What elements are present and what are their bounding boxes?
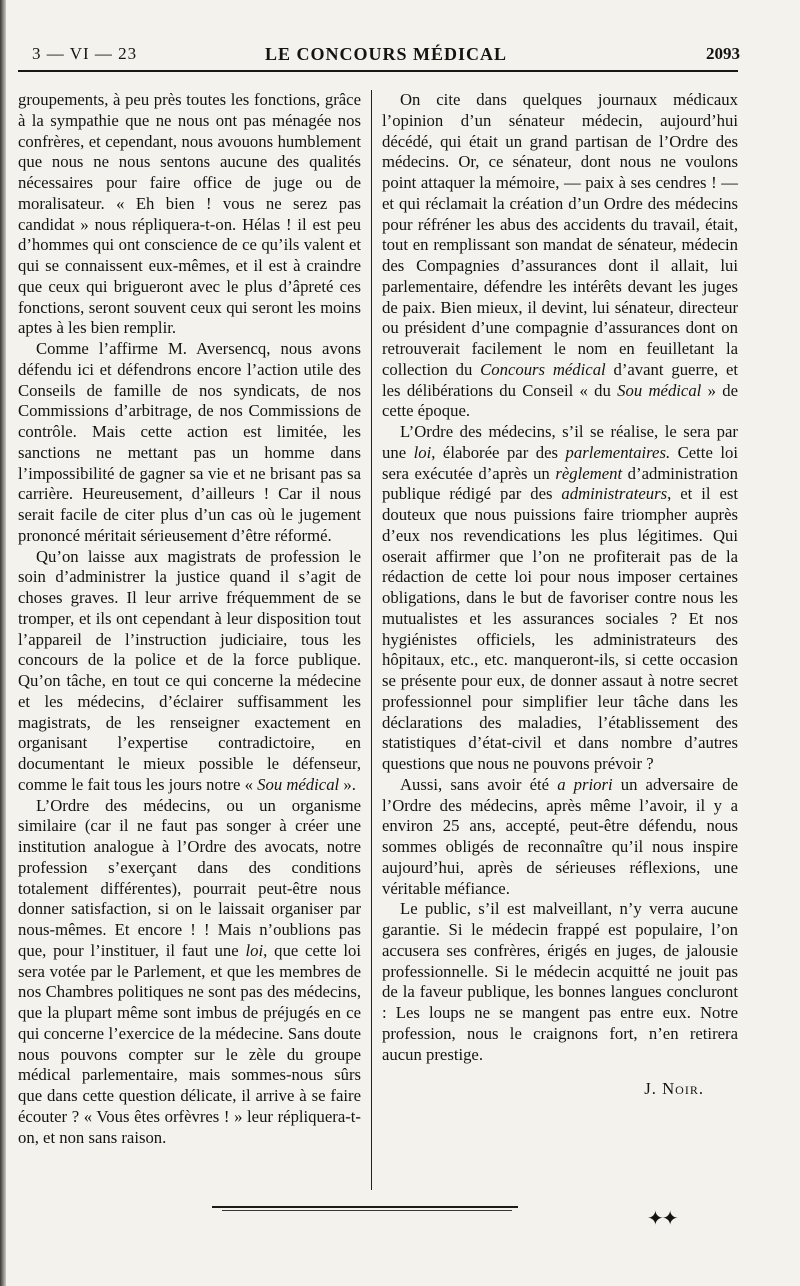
text-run: On cite dans quelques journaux médicaux l’opinion d’un sénateur médecin, aujourd’hui décédé, qui était un grand partisan de l’Ordre des médecins. Or, ce sénateur, dont nous ne voulons point attaquer la mémoire, — paix à ses cendres ! — et qui réclamait la création d’un Ordre des médecins pour réfréner les abus des accidents du travail, était, tout en remplissant son mandat de sénateur, médecin des Compagnies d’assurances dont il allait, lui parlementaire, défendre les intérêts devant les juges de paix. Bien mieux, il devint, lui sénateur, directeur ou président d’une compagnie d’assurances dont on retrouverait facilement le nom en feuilletant la collection du bbox=[382, 90, 738, 379]
text-run: un adversaire de l’Ordre des médecins, après même l’avoir, il y a environ 25 ans, accepté, peut-être défendu, nous sommes obligés de reconnaître qu’il nous inspire aujourd’hui, après de sérieuses réflexions, une véritable méfiance. bbox=[382, 774, 738, 898]
right-paragraph-3 bbox=[382, 775, 738, 900]
left-paragraph-4 bbox=[18, 796, 361, 1149]
italic-title: Sou médical bbox=[257, 774, 340, 794]
text-run: » de cette époque. bbox=[382, 380, 738, 421]
italic-word: règlement bbox=[555, 463, 623, 483]
italic-word: loi bbox=[245, 940, 264, 960]
column-divider bbox=[371, 90, 372, 1190]
italic-phrase: a priori bbox=[557, 774, 613, 794]
left-paragraph-1: groupements, à peu près toutes les fonctions, grâce à la sympathie que ne nous ont pas ménagée nos confrères, et cependant, nous avouons humblement que nous ne nous sentons aucune des qualités nécessaires pour faire office de juge ou de moralisateur. « Eh bien ! vous ne serez pas candidat » nous répliquera-t-on. Hélas ! il est peu d’hommes qui ont conscience de ce qu’ils valent et qui se connaissent eux-mêmes, et il est à craindre que ceux qui brigueront avec le plus d’âpreté ces fonctions, seront souvent ceux qui seront les moins aptes à les bien remplir. bbox=[18, 90, 361, 338]
right-column bbox=[382, 90, 738, 1100]
right-paragraph-2 bbox=[382, 422, 738, 775]
journal-title: LE CONCOURS MÉDICAL bbox=[264, 44, 508, 64]
signature-initial: J. bbox=[644, 1079, 657, 1099]
page-edge-shadow bbox=[0, 0, 6, 1286]
running-header bbox=[18, 40, 738, 72]
signature-name: Noir. bbox=[662, 1079, 704, 1099]
end-rule-thin bbox=[222, 1210, 512, 1211]
italic-title: Sou médical bbox=[617, 380, 702, 400]
left-paragraph-3 bbox=[18, 547, 361, 796]
text-run: Cette loi sera exécutée d’après un bbox=[382, 442, 738, 483]
italic-word: loi bbox=[413, 442, 432, 462]
text-run: , que cette loi sera votée par le Parlement, et que les membres de nos Chambres politiques ne sont pas des médecins, que la plupart même sont imbus de préjugés en ce qui concerne l’exercice de la médecine. Sans doute nous pouvons compter sur le zèle du groupe médical parlementaire, mais sommes-nous sûrs que dans cette question délicate, il arrive à se faire écouter ? « Vous êtes orfèvres ! » leur répliquera-t-on, et non sans raison. bbox=[18, 940, 361, 1147]
text-run: d’administration publique rédigé par des bbox=[382, 463, 738, 504]
right-paragraph-1 bbox=[382, 90, 738, 422]
italic-title: Concours médical bbox=[480, 359, 606, 379]
italic-word: administrateurs bbox=[561, 484, 668, 504]
end-rule bbox=[212, 1206, 518, 1214]
italic-word: parlementaires. bbox=[565, 442, 671, 462]
text-run: d’avant guerre, et les délibérations du Conseil « du bbox=[382, 359, 738, 400]
end-rule-thick bbox=[212, 1206, 518, 1208]
text-run: L’Ordre des médecins, s’il se réalise, le sera par une bbox=[382, 422, 738, 462]
text-run: , et il est douteux que nous puissions faire triompher auprès d’eux nos revendications les plus légitimes. Qui oserait affirmer que l’on ne profiterait pas de la rédaction de cette loi pour nous imposer certaines obligations, dans le but de favoriser contre nous les mutualistes et les assurances sociales ? Et nos hygiénistes officiels, les administrateurs des hôpitaux, etc., etc. manqueront-ils, si cette occasion se présente pour eux, de donner assaut à notre secret professionnel pour simplifier leur tâche dans les déclarations des maladies, l’établissement des statistiques d’état-civil et dans nombre d’autres questions que nous ne pouvons prévoir ? bbox=[382, 484, 738, 773]
text-run: Qu’on laisse aux magistrats de profession le soin d’administrer la justice quand il s’agit de choses graves. Il leur arrive fréquemment de se tromper, et ils ont cependant à leur disposition tout l’appareil de l’instruction judiciaire, tous les concours de la police et de la force publique. Qu’on tâche, en tout ce qui concerne la médecine et les médecins, d’éclairer suffisamment les magistrats, de les renseigner exactement en organisant l’expertise contradictoire, en documentant le mieux possible le défenseur, comme le fait tous les jours notre « bbox=[18, 546, 361, 794]
text-run: Aussi, sans avoir été bbox=[400, 774, 558, 794]
text-run: L’Ordre des médecins, ou un organisme similaire (car il ne faut pas songer à créer une institution analogue à l’Ordre des avocats, notre profession s’exerçant dans des conditions totalement différentes), pourrait peut-être nous donner satisfaction, si on le laissait organiser par nous-mêmes. Et encore ! ! Mais n’oublions pas que, pour l’instituer, il faut une bbox=[18, 795, 361, 960]
text-run: , élaborée par des bbox=[431, 442, 566, 462]
author-signature bbox=[382, 1079, 738, 1100]
left-paragraph-2: Comme l’affirme M. Aversencq, nous avons défendu ici et défendrons encore l’action utile des Conseils de famille de nos syndicats, de nos Commissions d’arbitrage, de nos Commissions de contrôle. Mais cette action est limitée, les sanctions ne mettant pas un homme dans l’impossibilité de gagner sa vie et ne brisant pas sa carrière. Heureusement, d’ailleurs ! Car il nous serait facile de citer plus d’un cas où le jugement prononcé méritait sérieusement d’être réformé. bbox=[18, 339, 361, 545]
right-paragraph-4: Le public, s’il est malveillant, n’y verra aucune garantie. Si le médecin frappé est populaire, l’on accusera ses confrères, érigés en juges, de jalousie professionnelle. Si le médecin acquitté ne jouit pas de la faveur publique, les bonnes langues concluront : Les loups ne se mangent pas entre eux. Notre profession, nous le craignons fort, n’en retirera aucun prestige. bbox=[382, 899, 738, 1064]
page-number: 2093 bbox=[706, 44, 740, 63]
left-column bbox=[18, 90, 361, 1148]
ornament-icon: ✦✦ bbox=[647, 1208, 677, 1230]
header-date: 3 — VI — 23 bbox=[32, 44, 138, 63]
text-run: ». bbox=[339, 774, 356, 794]
